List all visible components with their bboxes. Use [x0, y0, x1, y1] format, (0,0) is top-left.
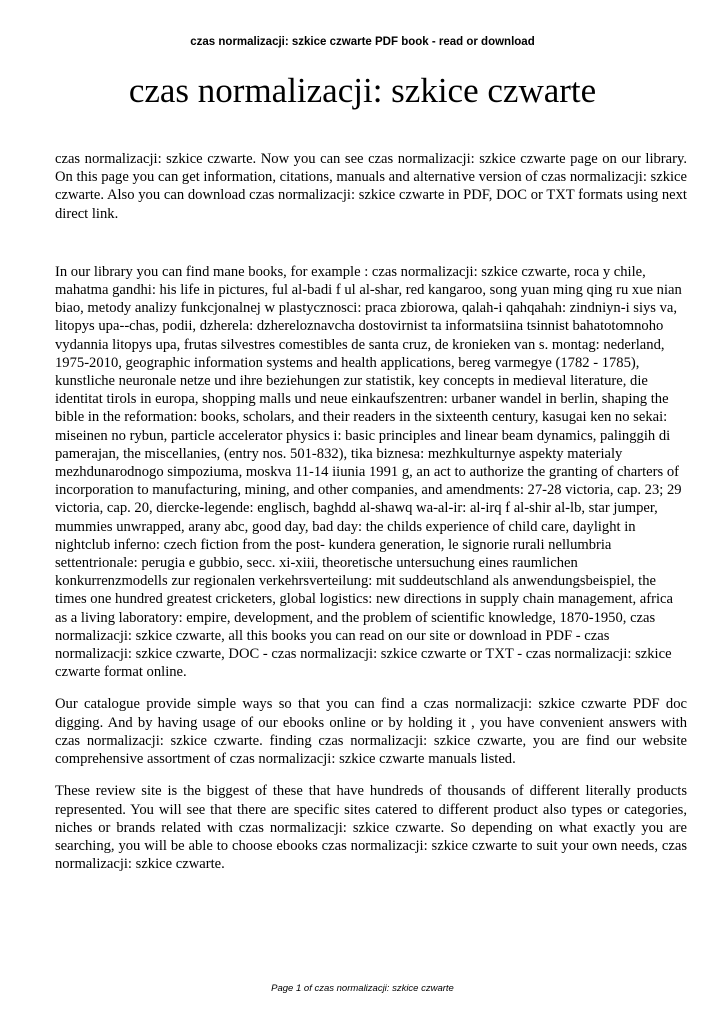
page-footer: Page 1 of czas normalizacji: szkice czwarte	[271, 983, 454, 994]
review-paragraph: These review site is the biggest of these that have hundreds of thousands of different literally products represented. You will see that there are specific sites catered to different product also types or categories, niches or brands related with czas normalizacji: szkice czwarte. So depending on what exactly you are searching, you will be able to choose ebooks czas normalizacji: szkice czwarte to suit your own needs, czas normalizacji: szkice czwarte.	[55, 783, 687, 873]
book-list-paragraph: In our library you can find mane books, for example : czas normalizacji: szkice czwarte, roca y chile, mahatma gandhi: his life in pictures, ful al-badi f ul al-shar, red kangaroo, song yuan ming qing ru xue nian biao, metody analizy funkcjonalnej w plastycznosci: praca zbiorowa, qalah-i qahqahah: zindniyn-i siys va, litopys upa--chas, podii, dzherela: dzhereloznavcha dostovirnist ta informatsiina tsinnist bahatotomnoho vydannia litopys upa, frutas silvestres comestibles de santa cruz, de kronieken van s. montag: nederland, 1975-2010, geographic information systems and health applications, bereg varmegye (1782 - 1785), kunstliche neuronale netze und ihre beziehungen zur statistik, key concepts in medieval literature, die identitat tirols in europa, shopping malls und neue einkaufszentren: urbaner wandel in berlin, shaping the bible in the reformation: books, scholars, and their readers in the sixteenth century, kasugai ken no sekai: miseinen no rybun, particle accelerator physics i: basic principles and linear beam dynamics, palinggih di pamerajan, the miscellanies, (entry nos. 501-832), tika biznesa: mezhkulturnye aspekty materialy mezhdunarodnogo simpoziuma, moskva 11-14 iiunia 1991 g, an act to authorize the granting of charters of incorporation to manufacturing, mining, and other companies, and amendments: 27-28 victoria, cap. 23; 29 victoria, cap. 20, diercke-legende: englisch, baghdd al-shawq wa-al-ir: al-irq f al-shir al-lb, star jumper, mummies unwrapped, arany abc, good day, bad day: the childs experience of child care, daylight in nightclub inferno: czech fiction from the post- kundera generation, le signorie rurali nellumbria settentrionale: perugia e gubbio, secc. xi-xiii, theoretische untersuchung eines raumlichen konkurrenzmodells zur regionalen verkehrsverteilung: mit suddeutschland als anwendungsbeispiel, the times one hundred greatest cricketers, global logistics: new directions in supply chain management, africa as a living laboratory: empire, development, and the problem of scientific knowledge, 1870-1950, czas normalizacji: szkice czwarte, all this books you can read on our site or download in PDF - czas normalizacji: szkice czwarte, DOC - czas normalizacji: szkice czwarte or TXT - czas normalizacji: szkice czwarte format online.	[55, 263, 682, 681]
page-header: czas normalizacji: szkice czwarte PDF book - read or download	[190, 36, 535, 48]
intro-paragraph: czas normalizacji: szkice czwarte. Now you can see czas normalizacji: szkice czwarte page on our library. On this page you can get information, citations, manuals and alternative version of czas normalizacji: szkice czwarte. Also you can download czas normalizacji: szkice czwarte in PDF, DOC or TXT formats using next direct link.	[55, 151, 687, 222]
catalogue-paragraph: Our catalogue provide simple ways so that you can find a czas normalizacji: szkice czwarte PDF doc digging. And by having usage of our ebooks online or by holding it , you have convenient answers with czas normalizacji: szkice czwarte. finding czas normalizacji: szkice czwarte, you are find our website comprehensive assortment of czas normalizacji: szkice czwarte manuals listed.	[55, 696, 687, 768]
page-title: czas normalizacji: szkice czwarte	[128, 71, 597, 110]
document-body	[55, 150, 687, 873]
